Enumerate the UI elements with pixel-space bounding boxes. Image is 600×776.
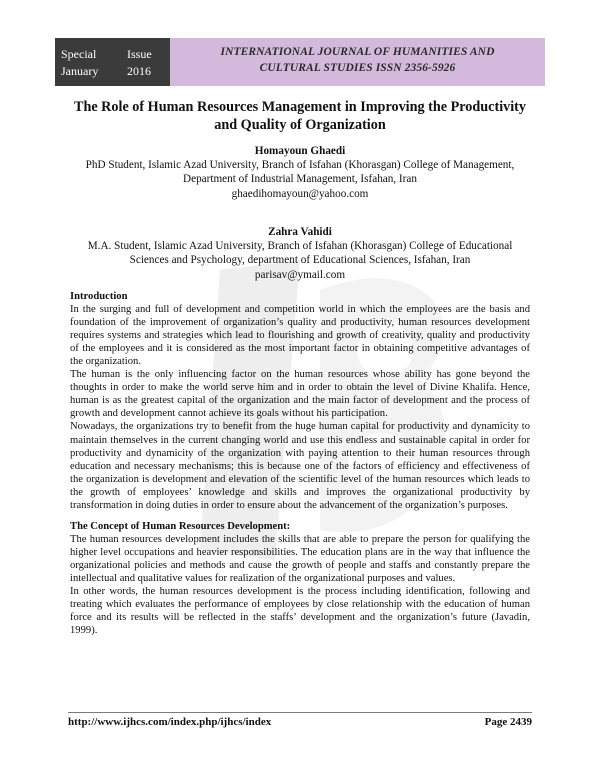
paragraph: In the surging and full of development and competition world in which the employees are the basis and foundation of the improvement of organization’s quality and productivity, human resources development requires systems and strategies which lead to flourishing and growth of creativity, quality and productivity of the employees and it is considered as the most important factor in obtaining competitive advantages of the organization. (70, 304, 530, 368)
section-heading: The Concept of Human Resources Development: (70, 520, 291, 532)
author-name: Zahra Vahidi (268, 226, 332, 238)
issue-label: Issue (127, 47, 152, 61)
journal-banner (170, 38, 545, 86)
section-heading: Introduction (70, 291, 128, 302)
author-email: parisav@ymail.com (254, 268, 346, 281)
journal-title (170, 44, 545, 76)
paragraph: The human is the only influencing factor on the human resources whose ability has gone beyond the thoughts in order to make the world serve him and in order to obtain the level of Divine Khalifa. Hence, human is as the greatest capital of the organization and the main factor of development and the process of growth and development cannot achieve its goals without his participation. (70, 369, 530, 420)
journal-title-line2: CULTURAL STUDIES ISSN 2356-5926 (259, 62, 456, 74)
paragraph: In other words, the human resources development is the process including identification, following and treating which evaluates the performance of employees by close relationship with the education of human force and its results will be reflected in the staffs’ development and the organization’s future (Javadin, 1999). (70, 586, 530, 637)
issue-special: Special (61, 47, 97, 61)
issue-box (55, 38, 170, 86)
author-name: Homayoun Ghaedi (254, 145, 346, 157)
author-email: ghaedihomayoun@yahoo.com (231, 187, 369, 200)
paper-title-line1: The Role of Human Resources Management in Improving the Productivity (73, 99, 527, 115)
footer-rule (68, 712, 532, 713)
paragraph: The human resources development includes the skills that are able to prepare the person for qualifying the higher level occupations and heavier responsibilities. The education plans are in the way that influence the organizational policies and methods and cause the growth of people and staffs and constantly prepare the intellectual and qualitative values for realization of the organizational purposes and values. (70, 533, 530, 584)
author-block (55, 225, 545, 282)
footer-url: http://www.ijhcs.com/index.php/ijhcs/index (68, 716, 272, 728)
journal-title-line1: INTERNATIONAL JOURNAL OF HUMANITIES AND (220, 46, 495, 58)
author-affiliation: Sciences and Psychology, department of Educational Sciences, Isfahan, Iran (129, 254, 471, 267)
issue-month: January (61, 64, 99, 78)
author-affiliation: PhD Student, Islamic Azad University, Branch of Isfahan (Khorasgan) College of Management, (85, 159, 515, 172)
author-block (55, 144, 545, 201)
issue-year: 2016 (127, 64, 151, 78)
paper-body (70, 290, 530, 637)
page-number: Page 2439 (484, 716, 532, 728)
author-affiliation: M.A. Student, Islamic Azad University, Branch of Isfahan (Khorasgan) College of Educational (87, 240, 513, 253)
paragraph: Nowadays, the organizations try to benefit from the huge human capital for productivity and dynamicity to maintain themselves in the current changing world and use this endless and sustainable capital in order for productivity and dynamicity of the organization with paying attention to their human resources through education and necessary mechanisms; this is because one of the factors of efficiency and effectiveness of the organization is development and elevation of the scientific level of the human resources which leads to the growth of employees’ knowledge and skills and improves the organizational productivity by transformation in doing duties in order to ensure about the advancement of the organization’s purposes. (70, 421, 530, 511)
paper-title-line2: and Quality of Organization (214, 117, 386, 133)
paper-title (60, 98, 540, 134)
author-affiliation: Department of Industrial Management, Isfahan, Iran (183, 173, 417, 186)
